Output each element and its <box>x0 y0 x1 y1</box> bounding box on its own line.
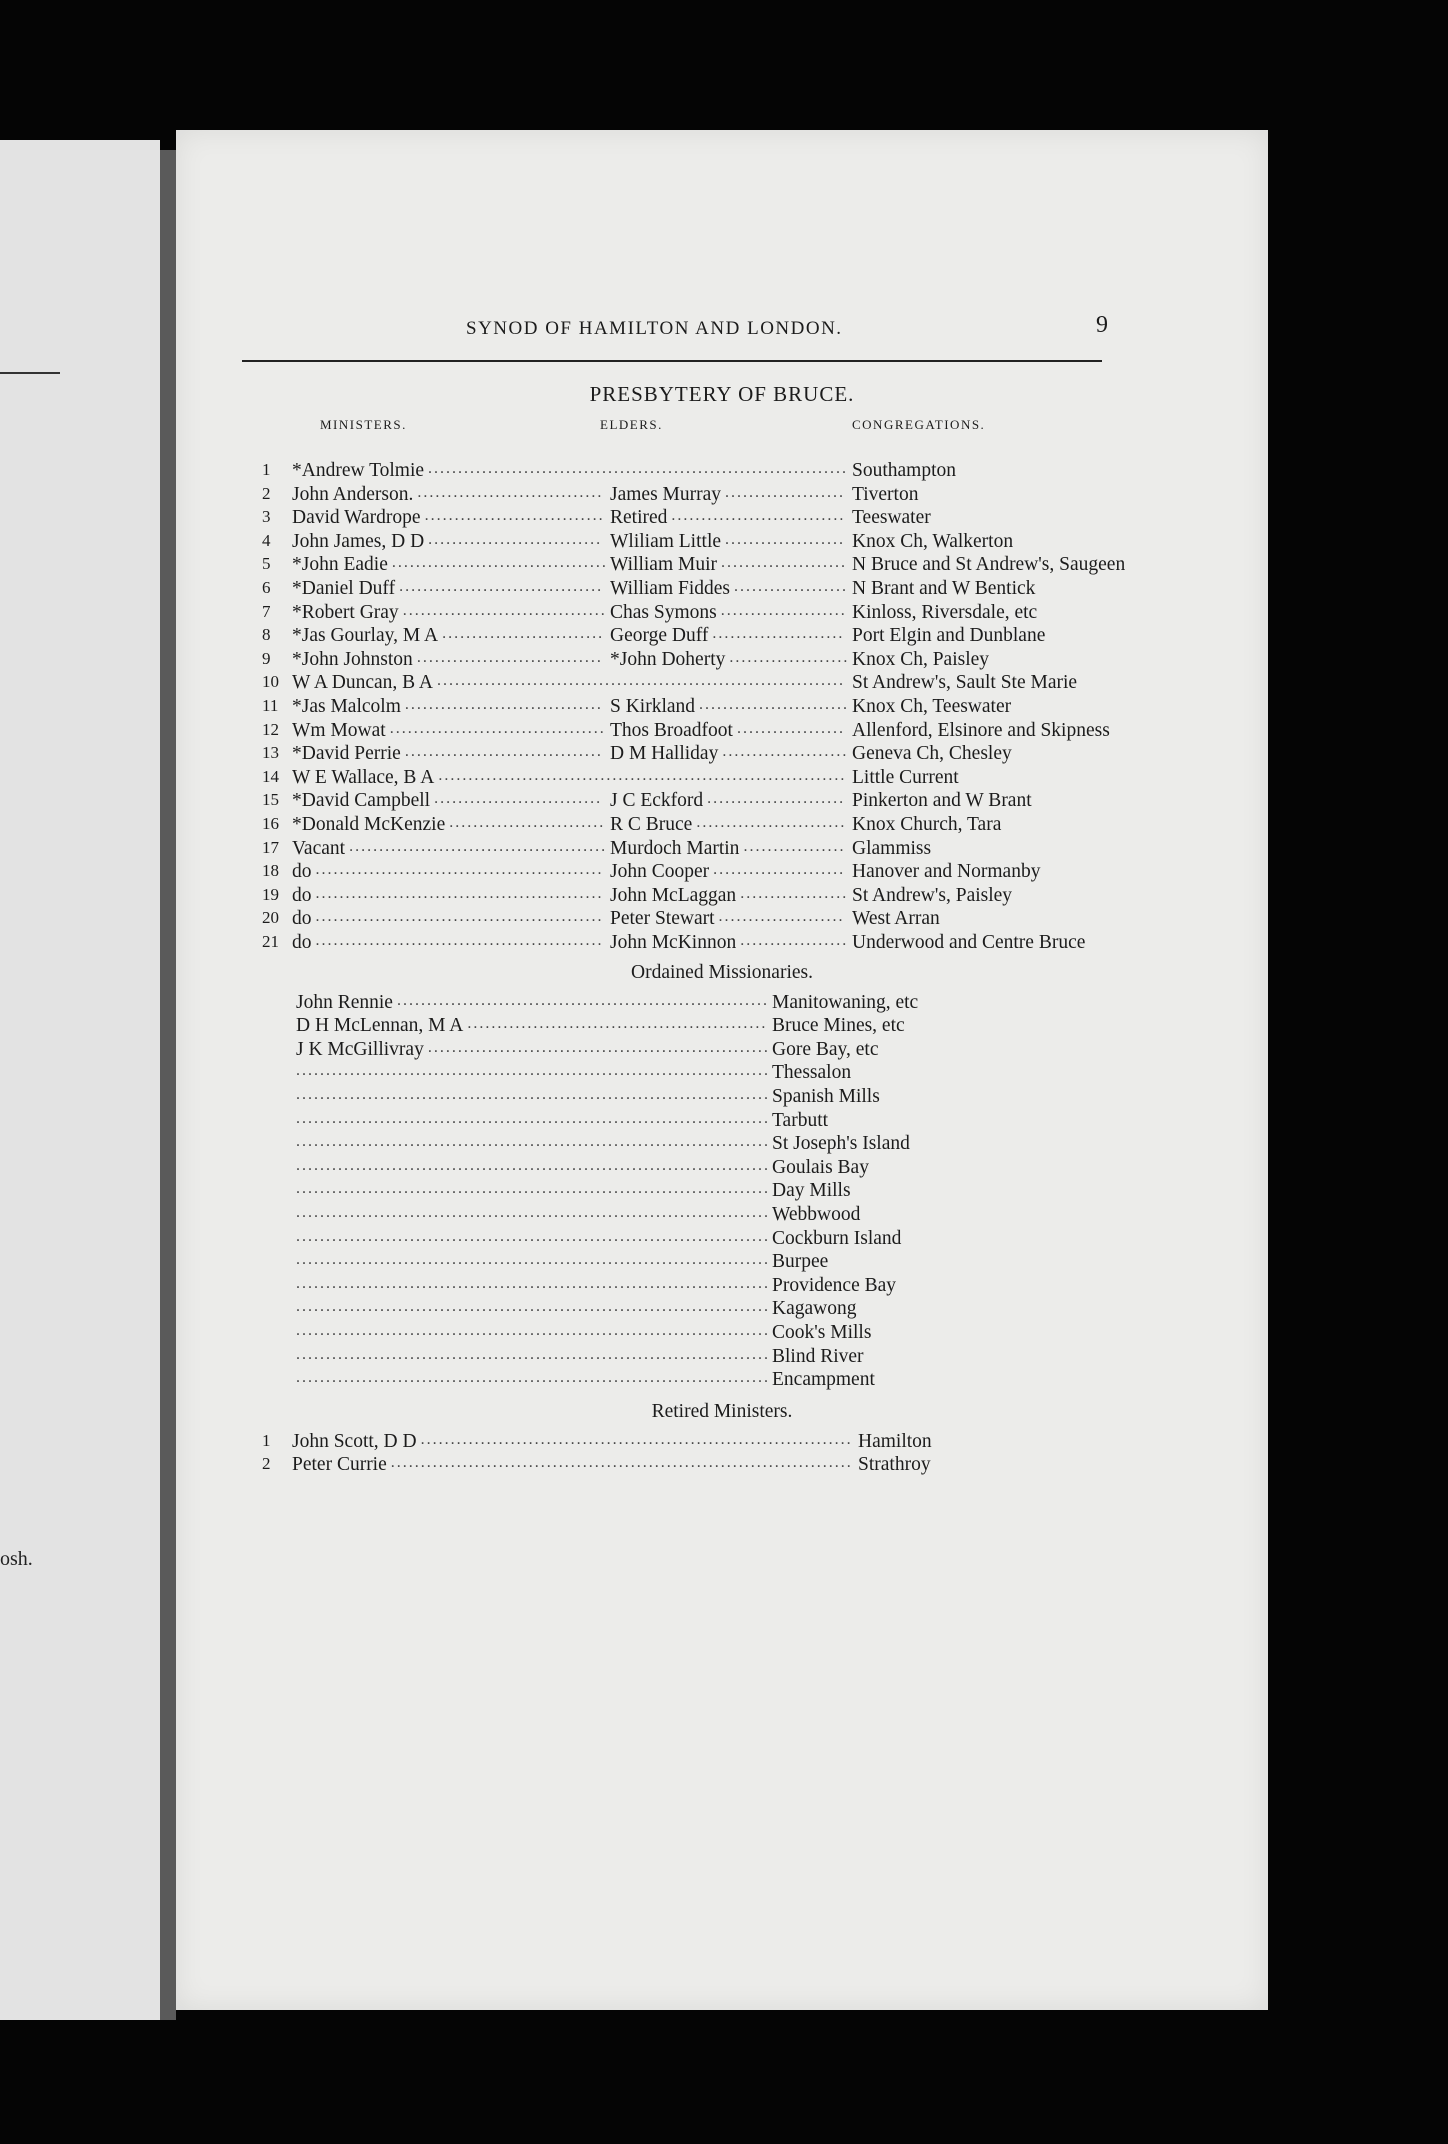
dot-leader: ................................................ <box>315 932 604 949</box>
dot-leader: ............................ <box>434 790 603 808</box>
dot-leader: ............................................................................... <box>296 1156 770 1174</box>
congregation-name: Hanover and Normanby <box>852 861 1041 883</box>
minister-name: Vacant <box>292 837 346 859</box>
dot-leader: .......................... <box>449 814 606 831</box>
minister-name: *Andrew Tolmie <box>292 460 425 481</box>
minister-name: *Robert Gray <box>292 601 399 623</box>
mission-station: Cook's Mills <box>772 1322 872 1343</box>
row-number: 12 <box>262 719 279 739</box>
elder-name: Wliliam Little <box>610 530 722 552</box>
row-number: 9 <box>262 648 271 668</box>
page-number: 9 <box>1096 312 1108 338</box>
dot-leader: .................................. <box>399 578 604 595</box>
minister-name: do <box>292 884 312 906</box>
dot-leader: .................................................................... <box>438 766 847 784</box>
dot-leader: ......................................................... <box>427 1038 770 1056</box>
congregation-name: Teeswater <box>852 507 931 529</box>
dot-leader: ..................... <box>722 743 849 761</box>
congregation-name: Knox Church, Tara <box>852 814 1002 835</box>
elder-name: John Cooper <box>610 861 710 883</box>
congregation-name: Underwood and Centre Bruce <box>852 932 1086 953</box>
dot-leader: ............................................................................... <box>296 1251 770 1269</box>
dot-leader: ........................................... <box>349 837 608 855</box>
mission-station: St Joseph's Island <box>772 1133 910 1155</box>
dot-leader: ............................................................................... <box>296 1227 770 1245</box>
document-page <box>176 130 1268 2010</box>
dot-leader: ..................... <box>721 554 847 572</box>
dot-leader: ............................................................................. <box>390 1454 853 1472</box>
dot-leader: .............................. <box>424 507 605 525</box>
left-page-rule <box>0 372 60 374</box>
dot-leader: ............................. <box>428 530 603 548</box>
minister-name: do <box>292 932 312 953</box>
minister-name: *Donald McKenzie <box>292 814 446 835</box>
dot-leader: ............................................................................... <box>296 1062 770 1080</box>
dot-leader: .................... <box>725 483 846 501</box>
row-number: 8 <box>262 625 271 645</box>
missionary-name: J K McGillivray <box>296 1038 424 1060</box>
dot-leader: ............................................................................... <box>296 1109 770 1127</box>
running-header: SYNOD OF HAMILTON AND LONDON. <box>466 318 843 339</box>
col-head-congregations: CONGREGATIONS. <box>852 417 986 432</box>
dot-leader: ..................... <box>720 601 847 619</box>
mission-station: Kagawong <box>772 1298 857 1320</box>
elder-name: James Murray <box>610 483 722 505</box>
left-page <box>0 140 160 2020</box>
row-number: 17 <box>262 837 279 857</box>
dot-leader: .................. <box>740 884 849 902</box>
header-rule <box>242 360 1102 362</box>
dot-leader: ................................. <box>404 743 603 761</box>
elder-name: William Fiddes <box>610 578 730 599</box>
minister-name: *David Campbell <box>292 790 431 812</box>
dot-leader: ......................... <box>696 814 847 831</box>
row-number: 11 <box>262 696 279 715</box>
dot-leader: .................. <box>740 932 849 949</box>
row-number: 7 <box>262 601 271 621</box>
mission-station: Goulais Bay <box>772 1156 869 1178</box>
congregation-name: Glammiss <box>852 837 932 859</box>
row-number: 18 <box>262 861 279 881</box>
minister-name: *Jas Gourlay, M A <box>292 625 439 647</box>
congregation-name: Knox Ch, Paisley <box>852 648 990 670</box>
row-number: 20 <box>262 908 279 928</box>
row-number: 21 <box>262 932 279 951</box>
minister-name: John Anderson. <box>292 483 414 505</box>
elder-name: John McLaggan <box>610 884 737 906</box>
row-number: 5 <box>262 554 271 574</box>
book-gutter <box>160 150 176 2020</box>
retired-place: Strathroy <box>858 1454 931 1476</box>
minister-name: do <box>292 908 312 930</box>
elder-name: Thos Broadfoot <box>610 719 733 741</box>
congregation-name: Allenford, Elsinore and Skipness <box>852 719 1110 741</box>
dot-leader: ....................... <box>707 790 846 808</box>
congregation-name: Geneva Ch, Chesley <box>852 743 1012 765</box>
elder-name: S Kirkland <box>610 696 696 717</box>
minister-name: *John Eadie <box>292 554 388 576</box>
elder-name: Peter Stewart <box>610 908 715 930</box>
congregation-name: Tiverton <box>852 483 919 505</box>
missionary-name: D H McLennan, M A <box>296 1015 464 1037</box>
congregation-name: St Andrew's, Paisley <box>852 884 1013 906</box>
dot-leader: .................................... <box>389 719 606 737</box>
mission-station: Bruce Mines, etc <box>772 1015 905 1037</box>
dot-leader: ...................................................................... <box>428 460 849 477</box>
row-number: 1 <box>262 1430 271 1450</box>
dot-leader: ............................................................................... <box>296 1180 770 1198</box>
dot-leader: ..................... <box>718 908 845 926</box>
congregation-name: N Brant and W Bentick <box>852 578 1036 599</box>
dot-leader: ............................................................................... <box>296 1298 770 1316</box>
dot-leader: ............................. <box>671 507 846 525</box>
dot-leader: .................................................................... <box>437 672 846 690</box>
mission-station: Spanish Mills <box>772 1086 880 1107</box>
row-number: 2 <box>262 483 271 503</box>
dot-leader: ................................. <box>404 696 603 713</box>
retired-place: Hamilton <box>858 1430 932 1452</box>
row-number: 1 <box>262 460 271 479</box>
elder-name: Murdoch Martin <box>610 837 740 859</box>
congregation-name: Little Current <box>852 766 959 788</box>
row-number: 3 <box>262 507 271 527</box>
missionary-name: John Rennie <box>296 991 393 1013</box>
minister-name: John James, D D <box>292 530 425 552</box>
dot-leader: ................................................ <box>315 908 604 926</box>
dot-leader: .............................................................. <box>396 991 769 1009</box>
elder-name: Chas Symons <box>610 601 717 623</box>
dot-leader: ............................... <box>417 483 604 501</box>
mission-station: Blind River <box>772 1345 864 1367</box>
col-head-ministers: MINISTERS. <box>320 417 407 432</box>
dot-leader: .................................................. <box>467 1015 768 1033</box>
mission-station: Encampment <box>772 1369 875 1391</box>
congregation-name: Southampton <box>852 460 957 481</box>
left-page-fragment: osh. <box>0 1548 33 1570</box>
mission-station: Manitowaning, etc <box>772 991 919 1013</box>
elder-name: D M Halliday <box>610 743 719 765</box>
congregation-name: Port Elgin and Dunblane <box>852 625 1046 647</box>
row-number: 2 <box>262 1454 271 1474</box>
minister-name: *John Johnston <box>292 648 413 670</box>
row-number: 13 <box>262 743 279 763</box>
congregation-name: N Bruce and St Andrew's, Saugeen <box>852 554 1126 576</box>
dot-leader: ................................................ <box>315 861 604 879</box>
presbytery-title: PRESBYTERY OF BRUCE. <box>589 382 855 406</box>
dot-leader: ................................................ <box>315 884 604 902</box>
dot-leader: ............................................................................... <box>296 1322 770 1339</box>
mission-station: Thessalon <box>772 1062 852 1084</box>
dot-leader: .................... <box>725 530 846 548</box>
dot-leader: ............................................................................... <box>296 1369 770 1387</box>
minister-name: *David Perrie <box>292 743 401 765</box>
mission-station: Gore Bay, etc <box>772 1038 879 1060</box>
mission-station: Burpee <box>772 1251 829 1273</box>
minister-name: W A Duncan, B A <box>292 672 434 694</box>
retired-minister-name: Peter Currie <box>292 1454 387 1476</box>
ordained-title: Ordained Missionaries. <box>631 961 813 983</box>
row-number: 14 <box>262 766 279 786</box>
dot-leader: ...................... <box>712 625 845 643</box>
dot-leader: ......................... <box>699 696 850 713</box>
dot-leader: ............................................................................... <box>296 1133 770 1151</box>
minister-name: David Wardrope <box>292 507 421 529</box>
mission-station: Cockburn Island <box>772 1227 902 1249</box>
elder-name: John McKinnon <box>610 932 737 953</box>
congregation-name: Knox Ch, Walkerton <box>852 530 1014 552</box>
minister-name: *Jas Malcolm <box>292 696 401 717</box>
dot-leader: .................................... <box>391 554 608 572</box>
mission-station: Providence Bay <box>772 1274 897 1296</box>
minister-name: W E Wallace, B A <box>292 766 435 788</box>
row-number: 6 <box>262 578 271 597</box>
dot-leader: ...................... <box>713 861 846 879</box>
dot-leader: ................. <box>743 837 846 855</box>
mission-station: Webbwood <box>772 1204 861 1225</box>
elder-name: Retired <box>610 507 668 529</box>
dot-leader: ........................................................................ <box>420 1430 853 1448</box>
dot-leader: ............................................................................... <box>296 1274 770 1292</box>
elder-name: R C Bruce <box>610 814 693 835</box>
congregation-name: Kinloss, Riversdale, etc <box>852 601 1038 623</box>
minister-name: *Daniel Duff <box>292 578 396 599</box>
row-number: 16 <box>262 814 279 833</box>
dot-leader: ........................... <box>442 625 605 643</box>
dot-leader: ............................................................................... <box>296 1204 770 1221</box>
mission-station: Day Mills <box>772 1180 851 1202</box>
retired-title: Retired Ministers. <box>651 1400 793 1422</box>
minister-name: Wm Mowat <box>292 719 386 741</box>
elder-name: J C Eckford <box>610 790 704 812</box>
congregation-name: Pinkerton and W Brant <box>852 790 1032 812</box>
row-number: 4 <box>262 530 271 550</box>
elder-name: *John Doherty <box>610 648 726 670</box>
retired-minister-name: John Scott, D D <box>292 1430 417 1452</box>
col-head-elders: ELDERS. <box>600 417 663 432</box>
congregation-name: St Andrew's, Sault Ste Marie <box>852 672 1078 694</box>
dot-leader: .................................. <box>402 601 607 619</box>
dot-leader: ............................................................................... <box>296 1345 770 1363</box>
dot-leader: ................... <box>734 578 848 595</box>
elder-name: George Duff <box>610 625 709 647</box>
mission-station: Tarbutt <box>772 1109 829 1131</box>
row-number: 15 <box>262 790 279 810</box>
row-number: 10 <box>262 672 279 692</box>
elder-name: William Muir <box>610 554 717 576</box>
row-number: 19 <box>262 884 279 904</box>
congregation-name: Knox Ch, Teeswater <box>852 696 1012 717</box>
dot-leader: ............................................................................... <box>296 1086 770 1103</box>
dot-leader: .................. <box>736 719 845 737</box>
congregation-name: West Arran <box>852 908 940 930</box>
dot-leader: ............................... <box>416 648 603 666</box>
dot-leader: .................... <box>729 648 850 666</box>
minister-name: do <box>292 861 312 883</box>
